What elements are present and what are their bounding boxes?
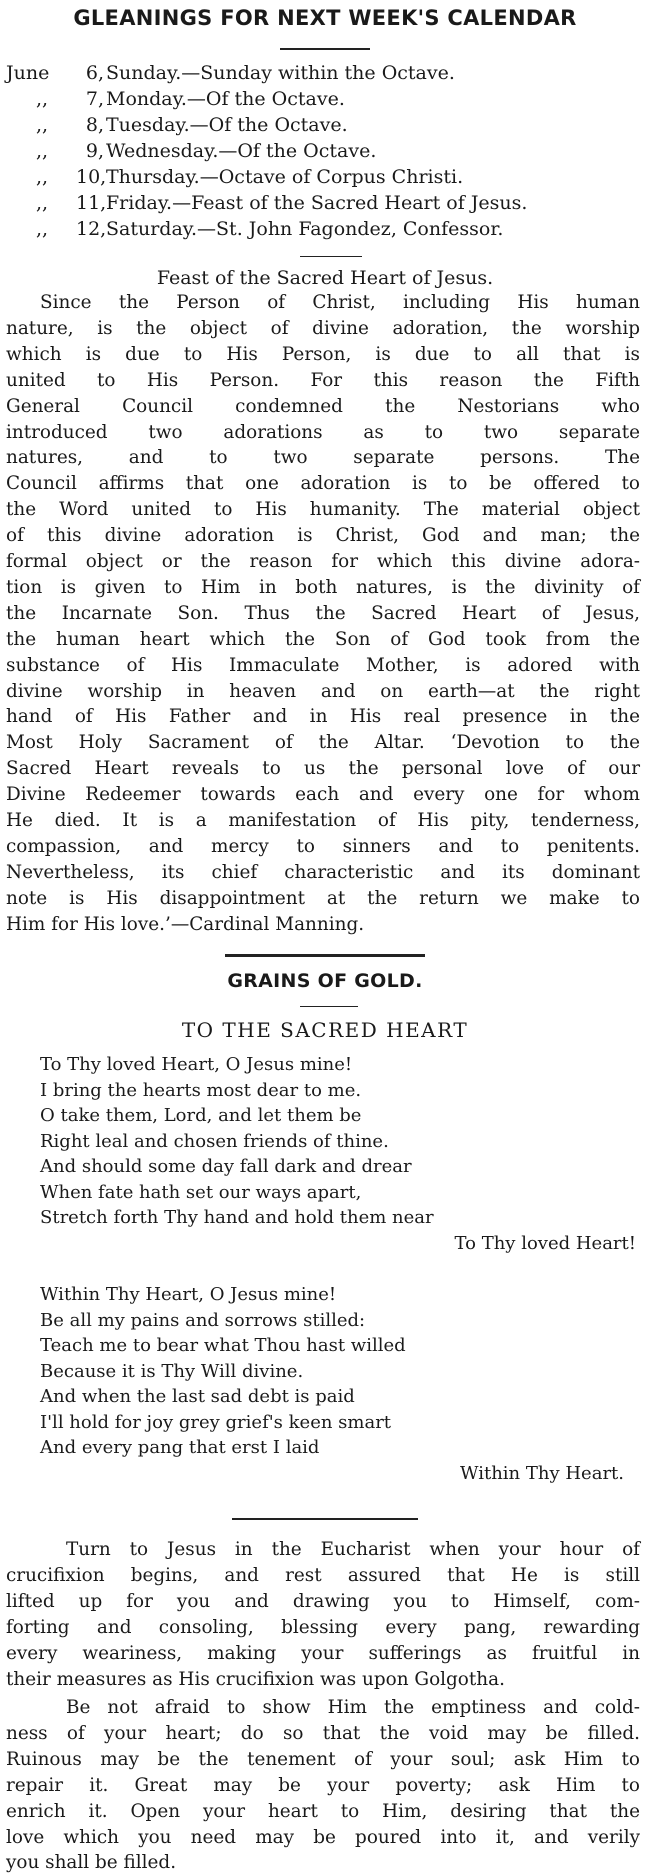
article-line: General Council condemned the Nestorians who [6,395,640,417]
article-line: Since the Person of Christ, including His human [40,292,640,313]
calendar-text: Thursday.—Octave of Corpus Christi. [106,166,464,188]
ditto-mark: ,, [36,166,49,188]
article-line: Him for His love.’—Cardinal Manning. [6,913,365,935]
poem-end-rule [232,1518,418,1520]
article-line: which is due to His Person, is due to all that is [6,343,640,365]
calendar-day: 12, [76,218,107,240]
paragraph-line: their measures as His crucifixion was upon Golgotha. [6,1668,505,1690]
poem-line: Right leal and chosen friends of thine. [40,1130,389,1152]
calendar-heading: GLEANINGS FOR NEXT WEEK'S CALENDAR [73,6,577,30]
paragraph-line: enrich it. Open your heart to Him, desiring that the [6,1800,640,1822]
calendar-day: 7, [85,88,104,110]
article-line: compassion, and mercy to sinners and to penitents. [6,835,640,857]
article-line: hand of His Father and in His real presence in the [6,706,640,728]
poem-line: And when the last sad debt is paid [40,1386,355,1407]
calendar-entry [6,114,646,140]
calendar-entry [6,192,646,218]
calendar-month: June [6,62,50,84]
paragraph-line: repair it. Great may be your poverty; ask Him to [6,1774,640,1796]
poem-refrain: Within Thy Heart. [460,1463,624,1484]
poem-line: And should some day fall dark and drear [40,1156,412,1177]
article-line: Divine Redeemer towards each and every one for whom [6,784,640,806]
ditto-mark: ,, [36,140,49,162]
article-line: note is His disappointment at the return we make to [6,887,640,909]
ditto-mark: ,, [36,218,49,240]
poem-title: TO THE SACRED HEART [181,1018,469,1042]
article-line: the human heart which the Son of God took from the [6,628,640,650]
calendar-day: 11, [76,192,107,214]
calendar-day: 10, [76,166,107,188]
paragraph-line: lifted up for you and drawing you to Himself, com- [6,1590,640,1612]
article-line: substance of His Immaculate Mother, is adored with [6,654,640,676]
heading-rule [280,48,370,50]
article-line: introduced two adorations as to two separate [6,421,640,443]
poem-line: O take them, Lord, and let them be [40,1105,362,1126]
calendar-entry [6,88,646,114]
poem-line: When fate hath set our ways apart, [40,1181,362,1203]
article-line: united to His Person. For this reason the Fifth [6,369,640,391]
section-rule [225,954,425,957]
article-line: Council affirms that one adoration is to be offered to [6,473,640,495]
calendar-entry [6,166,646,192]
calendar-entry [6,140,646,166]
calendar-text: Saturday.—St. John Fagondez, Confessor. [106,218,504,240]
calendar-rule [300,256,362,257]
paragraph-line: forting and consoling, blessing every pang, rewarding [6,1616,640,1638]
poem-line: I'll hold for joy grey grief's keen smart [40,1411,392,1433]
calendar-entry [6,62,646,88]
poem-line: Because it is Thy Will divine. [40,1360,304,1382]
poem-line: Stretch forth Thy hand and hold them near [40,1207,434,1228]
article-line: of this divine adoration is Christ, God and man; the [6,525,640,547]
calendar-day: 9, [85,140,104,162]
paragraph-line: Be not afraid to show Him the emptiness and cold- [66,1697,640,1718]
grains-heading: GRAINS OF GOLD. [227,970,423,992]
article-line: formal object or the reason for which this divine adora- [6,551,640,572]
article-line: He died. It is a manifestation of His pity, tenderness, [6,810,640,831]
poem-line: Within Thy Heart, O Jesus mine! [40,1284,337,1305]
poem-line: And every pang that erst I laid [40,1437,320,1458]
poem-line: Be all my pains and sorrows stilled: [40,1309,366,1331]
article-line: Most Holy Sacrament of the Altar. ‘Devotion to the [6,732,640,754]
paragraph-line: love which you need may be poured into it, and verily [6,1826,640,1848]
calendar-entry [6,218,646,244]
paragraph-line: crucifixion begins, and rest assured that He is still [6,1564,640,1586]
article-line: Sacred Heart reveals to us the personal love of our [6,758,640,780]
ditto-mark: ,, [36,192,49,214]
article-line: the Incarnate Son. Thus the Sacred Heart of Jesus, [6,602,640,624]
ditto-mark: ,, [36,114,49,136]
grains-rule [300,1006,358,1007]
feast-title: Feast of the Sacred Heart of Jesus. [156,267,494,289]
article-line: Nevertheless, its chief characteristic and its dominant [6,861,640,883]
calendar-text: Friday.—Feast of the Sacred Heart of Jesus. [106,192,528,214]
article-line: nature, is the object of divine adoration, the worship [6,317,640,339]
article-line: the Word united to His humanity. The material object [6,499,640,521]
ditto-mark: ,, [36,88,49,110]
calendar-text: Sunday.—Sunday within the Octave. [106,62,455,84]
paragraph-line: you shall be filled. [6,1852,177,1874]
calendar-text: Wednesday.—Of the Octave. [106,140,377,162]
calendar-day: 6, [85,62,104,84]
calendar-text: Tuesday.—Of the Octave. [106,114,348,136]
poem-refrain: To Thy loved Heart! [454,1233,636,1254]
paragraph-line: every weariness, making your sufferings as fruitful in [6,1642,640,1664]
article-line: natures, and to two separate persons. The [6,447,640,469]
paragraph-line: ness of your heart; do so that the void may be filled. [6,1722,640,1744]
calendar-text: Monday.—Of the Octave. [106,88,345,110]
article-line: divine worship in heaven and on earth—at the right [6,680,640,702]
paragraph-line: Turn to Jesus in the Eucharist when your hour of [66,1539,640,1560]
poem-line: I bring the hearts most dear to me. [40,1079,362,1101]
paragraph-line: Ruinous may be the tenement of your soul; ask Him to [6,1748,640,1770]
article-line: tion is given to Him in both natures, is the divinity of [6,576,640,598]
calendar-day: 8, [85,114,104,136]
poem-line: To Thy loved Heart, O Jesus mine! [40,1054,353,1075]
poem-line: Teach me to bear what Thou hast willed [40,1335,406,1356]
